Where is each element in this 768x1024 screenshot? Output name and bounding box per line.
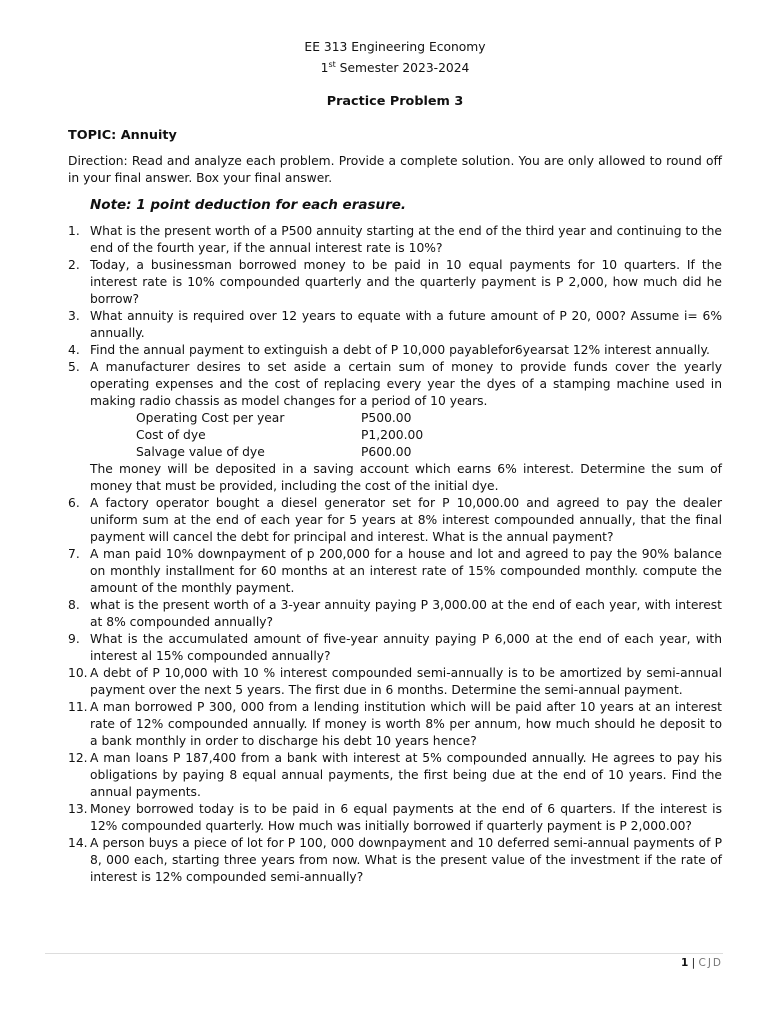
- problem-item: [68, 546, 722, 597]
- semester-text: Semester 2023-2024: [335, 61, 470, 76]
- cost-label: Salvage value of dye: [136, 445, 265, 460]
- problem-text: Find the annual payment to extinguish a debt of P 10,000 payablefor6yearsat 12% interest annually.: [90, 343, 710, 358]
- problem-text: A person buys a piece of lot for P 100, 000 downpayment and 10 deferred semi-annual payments of P 8, 000 each, starting three years from now. What is the present value of the investment if the rate of interest is 12% compounded semi-annually?: [90, 836, 722, 885]
- problem-item: [68, 631, 722, 665]
- problem-text: A manufacturer desires to set aside a certain sum of money to provide funds cover the yearly operating expenses and the cost of replacing every year the dyes of a stamping machine used in making radio chassis as model changes for a period of 10 years.: [90, 360, 722, 409]
- problem-item: [68, 223, 722, 257]
- semester-superscript: st: [328, 60, 336, 69]
- problem-text: Money borrowed today is to be paid in 6 equal payments at the end of 6 quarters. If the interest is 12% compounded quarterly. How much was initially borrowed if quarterly payment is P 2,000.00?: [90, 802, 722, 834]
- problem-text: A man loans P 187,400 from a bank with interest at 5% compounded annually. He agrees to pay his obligations by paying 8 equal annual payments, the first being due at the end of 10 years. Find the annual payments.: [90, 751, 722, 800]
- semester-number: 1: [320, 61, 329, 76]
- problem-number: 7.: [68, 547, 80, 562]
- problem-list: [68, 223, 722, 886]
- problem-text: What annuity is required over 12 years to equate with a future amount of P 20, 000? Assume i= 6% annually.: [90, 309, 722, 341]
- document-title: Practice Problem 3: [326, 94, 464, 110]
- course-title: EE 313 Engineering Economy: [304, 40, 486, 54]
- problem-item: [68, 597, 722, 631]
- problem-number: 8.: [68, 598, 80, 613]
- problem-number: 4.: [68, 343, 80, 358]
- problem-text: A man borrowed P 300, 000 from a lending institution which will be paid after 10 years at an interest rate of 12% compounded annually. If money is worth 8% per annum, how much should he deposit to a bank monthly in order to discharge his debt 10 years hence?: [90, 700, 722, 749]
- problem-text-continued: The money will be deposited in a saving account which earns 6% interest. Determine the sum of money that must be provided, including the cost of the initial dye.: [90, 462, 722, 494]
- problem-item: [68, 308, 722, 342]
- problem-number: 10.: [68, 666, 88, 681]
- problem-text: A factory operator bought a diesel generator set for P 10,000.00 and agreed to pay the dealer uniform sum at the end of each year for 5 years at 8% interest compounded annually, that the final payment will cancel the debt for principal and interest. What is the annual payment?: [90, 496, 722, 545]
- problem-number: 13.: [68, 802, 88, 817]
- problem-number: 1.: [68, 224, 80, 239]
- problem-number: 9.: [68, 632, 80, 647]
- page-footer: [681, 957, 723, 970]
- note-line: Note: 1 point deduction for each erasure.: [90, 197, 407, 214]
- problem-number: 14.: [68, 836, 88, 851]
- problem-item: [68, 665, 722, 699]
- problem-number: 12.: [68, 751, 88, 766]
- page-number: 1: [680, 957, 689, 969]
- problem-item: [68, 699, 722, 750]
- problem-item: [68, 342, 722, 359]
- cost-value: P1,200.00: [361, 428, 424, 443]
- problem-item: [68, 495, 722, 546]
- problem-number: 3.: [68, 309, 80, 324]
- problem-item: [68, 750, 722, 801]
- semester-line: [68, 56, 722, 77]
- footer-divider: [45, 953, 723, 954]
- problem-item: [68, 801, 722, 835]
- problem-text: A man paid 10% downpayment of p 200,000 for a house and lot and agreed to pay the 90% balance on monthly installment for 60 months at an interest rate of 15% compounded monthly. compute the amount of the monthly payment.: [90, 547, 722, 596]
- footer-separator: |: [691, 957, 696, 969]
- cost-label: Cost of dye: [136, 428, 206, 443]
- problem-text: What is the present worth of a P500 annuity starting at the end of the third year and continuing to the end of the fourth year, if the annual interest rate is 10%?: [90, 224, 722, 256]
- problem-number: 5.: [68, 360, 80, 375]
- problem-text: What is the accumulated amount of five-year annuity paying P 6,000 at the end of each year, with interest al 15% compounded annually?: [90, 632, 722, 664]
- cost-table: [136, 410, 423, 461]
- cost-row: [136, 410, 423, 427]
- problem-number: 11.: [68, 700, 88, 715]
- cost-value: P500.00: [361, 411, 412, 426]
- author-initials: CJD: [698, 957, 723, 969]
- cost-value: P600.00: [361, 445, 412, 460]
- problem-text: A debt of P 10,000 with 10 % interest compounded semi-annually is to be amortized by semi-annual payment over the next 5 years. The first due in 6 months. Determine the semi-annual payment.: [90, 666, 722, 698]
- direction-paragraph: Direction: Read and analyze each problem. Provide a complete solution. You are only allowed to round off in your final answer. Box your final answer.: [68, 154, 722, 186]
- cost-row: [136, 427, 423, 444]
- cost-label: Operating Cost per year: [136, 411, 285, 426]
- problem-number: 2.: [68, 258, 80, 273]
- problem-item: [68, 835, 722, 886]
- document-page: [68, 39, 722, 886]
- problem-item: [68, 359, 722, 495]
- problem-number: 6.: [68, 496, 80, 511]
- problem-text: Today, a businessman borrowed money to be paid in 10 equal payments for 10 quarters. If the interest rate is 10% compounded quarterly and the quarterly payment is P 2,000, how much did he borrow?: [90, 258, 722, 307]
- topic-heading: TOPIC: Annuity: [68, 128, 177, 144]
- cost-row: [136, 444, 423, 461]
- problem-text: what is the present worth of a 3-year annuity paying P 3,000.00 at the end of each year, with interest at 8% compounded annually?: [90, 598, 722, 630]
- problem-item: [68, 257, 722, 308]
